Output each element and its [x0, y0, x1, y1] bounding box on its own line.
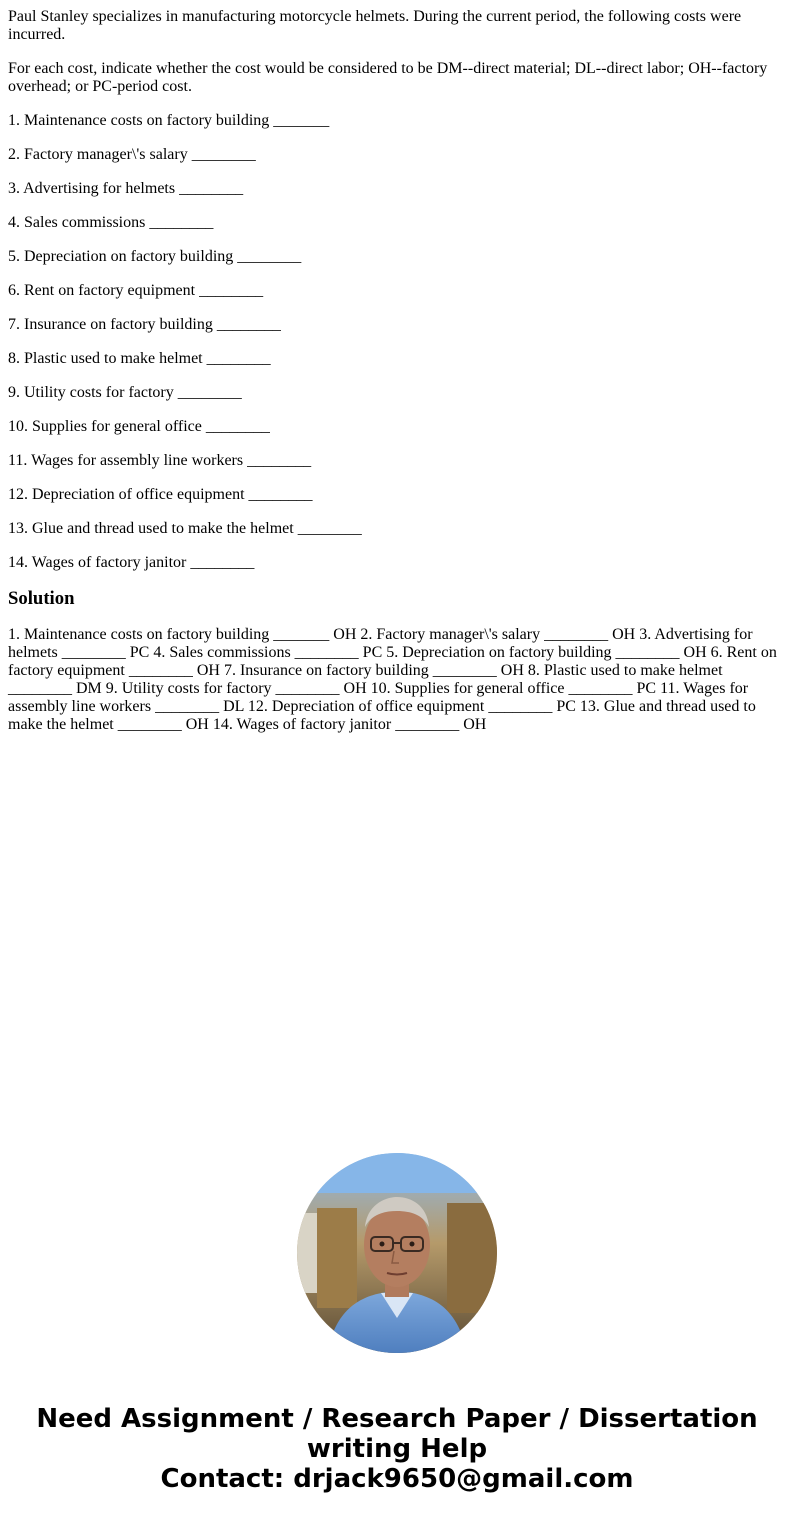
question-item: 7. Insurance on factory building ________ — [8, 316, 281, 333]
instruction-paragraph: For each cost, indicate whether the cost would be considered to be DM--direct material; DL--direct labor; OH--factory overhead; or PC-period cost. — [8, 60, 768, 95]
solution-paragraph: 1. Maintenance costs on factory building _______ OH 2. Factory manager\'s salary ________ OH 3. Advertising for helmets ________ PC 4. Sales commissions ________ PC 5. Depreciation on factory building ________ OH 6. Rent on factory equipment ________ OH 7. Insurance on factory building ________ OH 8. Plastic used to make helmet ________ DM 9. Utility costs for factory ________ OH 10. Supplies for general office ________ PC 11. Wages for assembly line workers ________ DL 12. Depreciation of office equipment ________ PC 13. Glue and thread used to make the helmet ________ OH 14. Wages of factory janitor ________ OH — [8, 626, 777, 733]
question-item: 12. Depreciation of office equipment ________ — [8, 486, 313, 503]
question-item: 11. Wages for assembly line workers ________ — [8, 452, 312, 469]
question-list — [8, 112, 782, 572]
solution-heading: Solution — [8, 588, 75, 609]
promo-banner — [0, 1404, 794, 1494]
question-item: 2. Factory manager\'s salary ________ — [8, 146, 256, 163]
question-item: 14. Wages of factory janitor ________ — [8, 554, 255, 571]
question-item: 5. Depreciation on factory building ________ — [8, 248, 302, 265]
question-item: 9. Utility costs for factory ________ — [8, 384, 242, 401]
document-body — [8, 0, 782, 734]
question-item: 4. Sales commissions ________ — [8, 214, 214, 231]
question-item: 8. Plastic used to make helmet ________ — [8, 350, 271, 367]
question-item: 10. Supplies for general office ________ — [8, 418, 270, 435]
question-item: 3. Advertising for helmets ________ — [8, 180, 244, 197]
question-item: 13. Glue and thread used to make the helmet ________ — [8, 520, 362, 537]
author-avatar — [297, 1153, 497, 1353]
avatar-portrait — [297, 1153, 497, 1353]
promo-contact: Contact: drjack9650@gmail.com — [160, 1464, 634, 1494]
promo-line-2: writing Help — [306, 1434, 488, 1464]
intro-paragraph: Paul Stanley specializes in manufacturing motorcycle helmets. During the current period, the following costs were incurred. — [8, 8, 742, 43]
question-item: 1. Maintenance costs on factory building _______ — [8, 112, 330, 129]
promo-line-1: Need Assignment / Research Paper / Dissertation — [36, 1404, 758, 1434]
question-item: 6. Rent on factory equipment ________ — [8, 282, 264, 299]
